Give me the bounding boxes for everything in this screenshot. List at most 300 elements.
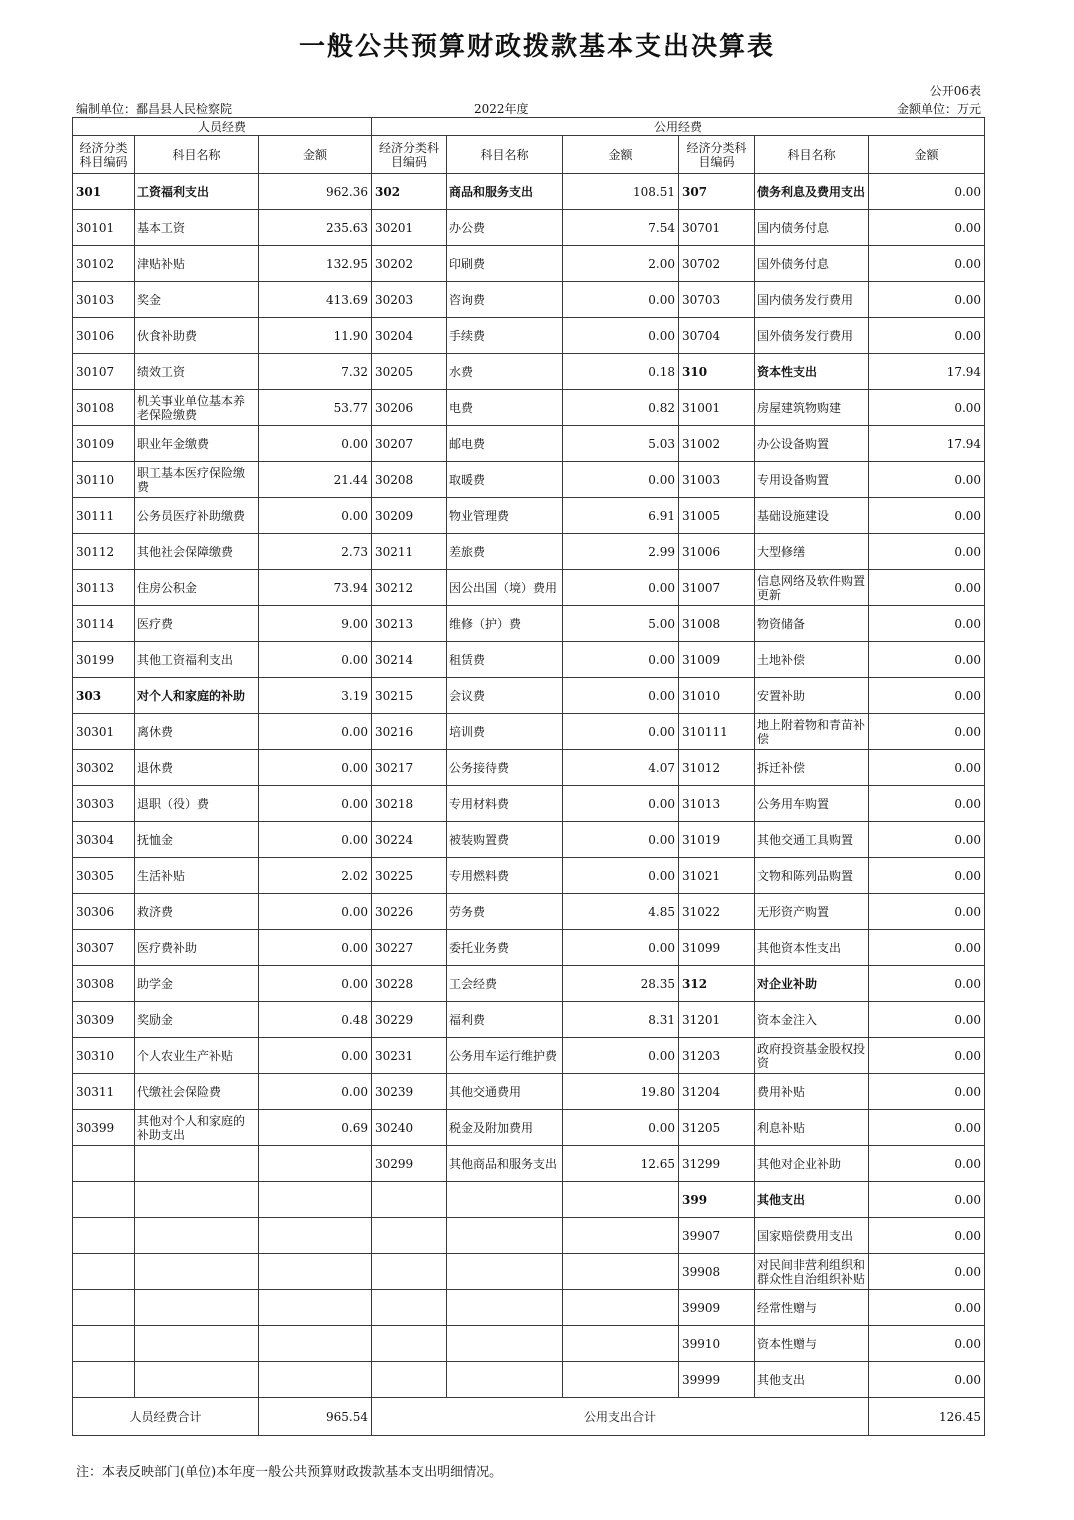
cell-name: 其他支出 [755, 1362, 869, 1398]
cell-name [135, 1326, 259, 1362]
cell-amount: 0.00 [259, 1038, 372, 1074]
cell-code: 30311 [73, 1074, 135, 1110]
table-row [73, 1146, 985, 1182]
cell-name: 利息补贴 [755, 1110, 869, 1146]
table-row [73, 822, 985, 858]
cell-amount: 0.00 [869, 750, 985, 786]
cell-amount [259, 1290, 372, 1326]
cell-code: 30310 [73, 1038, 135, 1074]
cell-name: 其他交通费用 [447, 1074, 563, 1110]
cell-code [372, 1182, 447, 1218]
cell-name [447, 1254, 563, 1290]
cell-code: 31204 [679, 1074, 755, 1110]
cell-amount: 0.00 [869, 966, 985, 1002]
cell-code: 30308 [73, 966, 135, 1002]
table-row [73, 570, 985, 606]
cell-code: 302 [372, 174, 447, 210]
cell-amount: 0.00 [563, 786, 679, 822]
cell-amount: 11.90 [259, 318, 372, 354]
cell-code [73, 1254, 135, 1290]
cell-code: 31001 [679, 390, 755, 426]
fiscal-year: 2022年度 [474, 102, 529, 116]
cell-name: 专用设备购置 [755, 462, 869, 498]
cell-amount: 0.00 [259, 426, 372, 462]
cell-amount [259, 1146, 372, 1182]
cell-code: 30703 [679, 282, 755, 318]
cell-name: 电费 [447, 390, 563, 426]
cell-name: 津贴补贴 [135, 246, 259, 282]
cell-code: 30239 [372, 1074, 447, 1110]
cell-name: 公务接待费 [447, 750, 563, 786]
table-row [73, 426, 985, 462]
cell-amount: 0.00 [563, 714, 679, 750]
cell-amount: 0.00 [563, 822, 679, 858]
cell-name: 其他工资福利支出 [135, 642, 259, 678]
cell-amount: 413.69 [259, 282, 372, 318]
cell-name: 物业管理费 [447, 498, 563, 534]
cell-name: 信息网络及软件购置更新 [755, 570, 869, 606]
name-header: 科目名称 [135, 136, 259, 174]
cell-code: 31203 [679, 1038, 755, 1074]
cell-code: 30240 [372, 1110, 447, 1146]
table-row [73, 1002, 985, 1038]
cell-name: 其他交通工具购置 [755, 822, 869, 858]
cell-name: 公务用车购置 [755, 786, 869, 822]
cell-name: 国外债务发行费用 [755, 318, 869, 354]
cell-name: 拆迁补偿 [755, 750, 869, 786]
cell-code: 30306 [73, 894, 135, 930]
cell-amount: 5.00 [563, 606, 679, 642]
cell-code: 31021 [679, 858, 755, 894]
cell-code: 30299 [372, 1146, 447, 1182]
cell-name: 租赁费 [447, 642, 563, 678]
cell-amount: 5.03 [563, 426, 679, 462]
cell-name: 专用材料费 [447, 786, 563, 822]
cell-code: 31201 [679, 1002, 755, 1038]
cell-code: 30701 [679, 210, 755, 246]
cell-amount: 0.00 [869, 1002, 985, 1038]
cell-amount: 0.00 [869, 858, 985, 894]
cell-name: 伙食补助费 [135, 318, 259, 354]
form-number: 公开06表 [929, 84, 981, 98]
cell-name [447, 1290, 563, 1326]
cell-amount: 0.48 [259, 1002, 372, 1038]
cell-name: 其他对企业补助 [755, 1146, 869, 1182]
table-row [73, 1362, 985, 1398]
table-row [73, 1182, 985, 1218]
cell-name: 大型修缮 [755, 534, 869, 570]
cell-name: 印刷费 [447, 246, 563, 282]
cell-code: 30211 [372, 534, 447, 570]
footnote: 注：本表反映部门(单位)本年度一般公共预算财政拨款基本支出明细情况。 [76, 1465, 503, 1480]
cell-name: 商品和服务支出 [447, 174, 563, 210]
cell-code: 30704 [679, 318, 755, 354]
cell-name [447, 1326, 563, 1362]
cell-amount: 6.91 [563, 498, 679, 534]
cell-name: 工会经费 [447, 966, 563, 1002]
cell-amount: 0.00 [869, 1218, 985, 1254]
cell-amount [563, 1182, 679, 1218]
expenditure-table [72, 117, 985, 1436]
cell-name: 个人农业生产补贴 [135, 1038, 259, 1074]
cell-code: 30215 [372, 678, 447, 714]
cell-name [135, 1218, 259, 1254]
cell-name [447, 1182, 563, 1218]
cell-code: 31002 [679, 426, 755, 462]
cell-code: 39910 [679, 1326, 755, 1362]
table-row [73, 210, 985, 246]
table-row [73, 1218, 985, 1254]
cell-name: 费用补贴 [755, 1074, 869, 1110]
cell-code: 30399 [73, 1110, 135, 1146]
cell-amount: 0.00 [563, 642, 679, 678]
amount-header: 金额 [259, 136, 372, 174]
cell-name: 土地补偿 [755, 642, 869, 678]
cell-code: 399 [679, 1182, 755, 1218]
cell-amount: 21.44 [259, 462, 372, 498]
code-header: 经济分类科目编码 [372, 136, 447, 174]
cell-amount: 0.00 [563, 678, 679, 714]
cell-code: 30213 [372, 606, 447, 642]
cell-code: 30702 [679, 246, 755, 282]
cell-amount [259, 1218, 372, 1254]
cell-amount [563, 1218, 679, 1254]
personnel-total-value: 965.54 [259, 1398, 372, 1436]
cell-name: 资本金注入 [755, 1002, 869, 1038]
cell-amount: 0.00 [869, 462, 985, 498]
cell-code: 39908 [679, 1254, 755, 1290]
cell-code: 30214 [372, 642, 447, 678]
cell-amount: 2.02 [259, 858, 372, 894]
table-row [73, 174, 985, 210]
table-row [73, 246, 985, 282]
cell-code: 39909 [679, 1290, 755, 1326]
cell-name: 地上附着物和青苗补偿 [755, 714, 869, 750]
cell-code: 30107 [73, 354, 135, 390]
cell-amount: 0.00 [869, 1254, 985, 1290]
cell-amount: 0.00 [259, 642, 372, 678]
table-row [73, 930, 985, 966]
cell-amount: 0.00 [259, 714, 372, 750]
cell-name: 公务用车运行维护费 [447, 1038, 563, 1074]
cell-code: 30207 [372, 426, 447, 462]
cell-code: 307 [679, 174, 755, 210]
cell-code: 303 [73, 678, 135, 714]
cell-code: 31022 [679, 894, 755, 930]
cell-amount: 0.00 [869, 1110, 985, 1146]
cell-code: 30226 [372, 894, 447, 930]
cell-name: 水费 [447, 354, 563, 390]
cell-name: 退休费 [135, 750, 259, 786]
cell-name: 政府投资基金股权投资 [755, 1038, 869, 1074]
cell-code: 30209 [372, 498, 447, 534]
cell-name: 住房公积金 [135, 570, 259, 606]
cell-code: 31010 [679, 678, 755, 714]
cell-code: 31013 [679, 786, 755, 822]
cell-name: 抚恤金 [135, 822, 259, 858]
cell-code: 30203 [372, 282, 447, 318]
cell-name [135, 1254, 259, 1290]
cell-code: 31005 [679, 498, 755, 534]
cell-code: 30217 [372, 750, 447, 786]
cell-amount [259, 1326, 372, 1362]
cell-amount: 12.65 [563, 1146, 679, 1182]
cell-amount: 17.94 [869, 426, 985, 462]
cell-name: 维修（护）费 [447, 606, 563, 642]
cell-name: 其他资本性支出 [755, 930, 869, 966]
cell-code: 30225 [372, 858, 447, 894]
cell-amount: 0.18 [563, 354, 679, 390]
cell-amount: 4.07 [563, 750, 679, 786]
cell-code: 30302 [73, 750, 135, 786]
cell-amount: 0.00 [563, 570, 679, 606]
cell-name: 委托业务费 [447, 930, 563, 966]
cell-code: 31205 [679, 1110, 755, 1146]
cell-amount: 0.00 [563, 858, 679, 894]
cell-amount [259, 1362, 372, 1398]
personnel-total-label: 人员经费合计 [73, 1398, 259, 1436]
code-header: 经济分类科目编码 [73, 136, 135, 174]
cell-code: 30229 [372, 1002, 447, 1038]
cell-name: 专用燃料费 [447, 858, 563, 894]
cell-amount: 0.00 [869, 390, 985, 426]
cell-amount: 0.69 [259, 1110, 372, 1146]
cell-amount: 0.00 [869, 1038, 985, 1074]
cell-amount: 0.00 [259, 822, 372, 858]
table-row [73, 390, 985, 426]
cell-amount [563, 1290, 679, 1326]
cell-name: 对企业补助 [755, 966, 869, 1002]
cell-code: 31012 [679, 750, 755, 786]
cell-code: 30111 [73, 498, 135, 534]
cell-amount: 0.00 [259, 1074, 372, 1110]
cell-amount: 0.82 [563, 390, 679, 426]
cell-amount: 3.19 [259, 678, 372, 714]
public-total-value: 126.45 [869, 1398, 985, 1436]
cell-code: 30212 [372, 570, 447, 606]
cell-code: 30224 [372, 822, 447, 858]
cell-name: 办公设备购置 [755, 426, 869, 462]
cell-amount: 0.00 [869, 714, 985, 750]
cell-amount: 28.35 [563, 966, 679, 1002]
cell-name: 国内债务付息 [755, 210, 869, 246]
cell-amount: 0.00 [869, 174, 985, 210]
table-row [73, 894, 985, 930]
cell-code: 30228 [372, 966, 447, 1002]
cell-code [73, 1326, 135, 1362]
cell-code: 31019 [679, 822, 755, 858]
cell-amount: 0.00 [869, 282, 985, 318]
table-row [73, 1254, 985, 1290]
cell-code: 30205 [372, 354, 447, 390]
cell-name: 被装购置费 [447, 822, 563, 858]
name-header: 科目名称 [755, 136, 869, 174]
cell-amount: 0.00 [869, 822, 985, 858]
cell-name: 奖金 [135, 282, 259, 318]
cell-name: 对民间非营利组织和群众性自治组织补贴 [755, 1254, 869, 1290]
table-row [73, 678, 985, 714]
cell-code [73, 1182, 135, 1218]
cell-amount: 4.85 [563, 894, 679, 930]
cell-name: 绩效工资 [135, 354, 259, 390]
personnel-header: 人员经费 [73, 118, 372, 136]
cell-amount [259, 1254, 372, 1290]
table-row [73, 606, 985, 642]
cell-amount: 0.00 [869, 786, 985, 822]
cell-amount [563, 1254, 679, 1290]
cell-name [135, 1290, 259, 1326]
cell-code: 31299 [679, 1146, 755, 1182]
cell-name: 医疗费 [135, 606, 259, 642]
cell-amount: 7.32 [259, 354, 372, 390]
cell-name: 对个人和家庭的补助 [135, 678, 259, 714]
cell-code: 31099 [679, 930, 755, 966]
cell-code: 312 [679, 966, 755, 1002]
cell-code: 30106 [73, 318, 135, 354]
cell-code: 30202 [372, 246, 447, 282]
table-row [73, 750, 985, 786]
cell-name: 公务员医疗补助缴费 [135, 498, 259, 534]
cell-code: 30110 [73, 462, 135, 498]
amount-header: 金额 [869, 136, 985, 174]
cell-code [73, 1290, 135, 1326]
cell-amount: 235.63 [259, 210, 372, 246]
cell-amount: 0.00 [563, 318, 679, 354]
cell-amount: 0.00 [563, 1110, 679, 1146]
cell-name: 医疗费补助 [135, 930, 259, 966]
cell-code: 31009 [679, 642, 755, 678]
cell-amount: 0.00 [869, 246, 985, 282]
cell-amount: 7.54 [563, 210, 679, 246]
cell-amount: 0.00 [869, 210, 985, 246]
cell-name: 资本性支出 [755, 354, 869, 390]
table-row [73, 1110, 985, 1146]
cell-name: 因公出国（境）费用 [447, 570, 563, 606]
compiling-unit: 编制单位：鄱昌县人民检察院 [76, 102, 233, 116]
cell-amount: 8.31 [563, 1002, 679, 1038]
table-row [73, 1290, 985, 1326]
cell-amount: 0.00 [869, 534, 985, 570]
cell-name: 基本工资 [135, 210, 259, 246]
cell-name: 劳务费 [447, 894, 563, 930]
cell-amount: 0.00 [869, 1074, 985, 1110]
cell-amount: 0.00 [869, 498, 985, 534]
cell-code: 39907 [679, 1218, 755, 1254]
cell-name [135, 1362, 259, 1398]
cell-code [372, 1218, 447, 1254]
table-row [73, 786, 985, 822]
cell-code [73, 1146, 135, 1182]
cell-amount: 0.00 [563, 930, 679, 966]
cell-name: 其他对个人和家庭的补助支出 [135, 1110, 259, 1146]
cell-code [372, 1254, 447, 1290]
cell-code: 30206 [372, 390, 447, 426]
table-row [73, 462, 985, 498]
money-unit: 金额单位：万元 [896, 102, 981, 116]
table-row [73, 966, 985, 1002]
cell-amount: 53.77 [259, 390, 372, 426]
cell-amount: 0.00 [259, 894, 372, 930]
cell-name: 国内债务发行费用 [755, 282, 869, 318]
cell-name: 救济费 [135, 894, 259, 930]
cell-amount: 0.00 [869, 318, 985, 354]
cell-code: 30301 [73, 714, 135, 750]
cell-name: 其他商品和服务支出 [447, 1146, 563, 1182]
cell-name: 安置补助 [755, 678, 869, 714]
table-row [73, 714, 985, 750]
cell-amount [563, 1362, 679, 1398]
cell-amount: 17.94 [869, 354, 985, 390]
cell-amount: 0.00 [563, 1038, 679, 1074]
cell-code: 30307 [73, 930, 135, 966]
cell-amount: 0.00 [869, 894, 985, 930]
cell-amount: 19.80 [563, 1074, 679, 1110]
table-row [73, 498, 985, 534]
cell-amount: 0.00 [869, 1290, 985, 1326]
cell-name: 会议费 [447, 678, 563, 714]
cell-code: 30204 [372, 318, 447, 354]
cell-name: 工资福利支出 [135, 174, 259, 210]
cell-code: 30216 [372, 714, 447, 750]
cell-name: 生活补贴 [135, 858, 259, 894]
cell-code: 30304 [73, 822, 135, 858]
cell-code: 30108 [73, 390, 135, 426]
cell-amount: 2.99 [563, 534, 679, 570]
cell-name: 文物和陈列品购置 [755, 858, 869, 894]
cell-name: 国家赔偿费用支出 [755, 1218, 869, 1254]
cell-amount: 0.00 [563, 462, 679, 498]
cell-amount: 132.95 [259, 246, 372, 282]
cell-code: 30112 [73, 534, 135, 570]
table-row [73, 1074, 985, 1110]
cell-code [372, 1326, 447, 1362]
cell-name: 手续费 [447, 318, 563, 354]
cell-code: 30305 [73, 858, 135, 894]
cell-name [135, 1182, 259, 1218]
cell-code: 31003 [679, 462, 755, 498]
cell-code: 30113 [73, 570, 135, 606]
cell-name: 税金及附加费用 [447, 1110, 563, 1146]
cell-name: 代缴社会保险费 [135, 1074, 259, 1110]
cell-code: 30102 [73, 246, 135, 282]
cell-amount: 0.00 [869, 1326, 985, 1362]
cell-amount: 2.73 [259, 534, 372, 570]
cell-name: 咨询费 [447, 282, 563, 318]
cell-amount: 0.00 [869, 642, 985, 678]
cell-amount [259, 1182, 372, 1218]
cell-name: 差旅费 [447, 534, 563, 570]
cell-name: 经常性赠与 [755, 1290, 869, 1326]
cell-code: 310111 [679, 714, 755, 750]
cell-amount: 2.00 [563, 246, 679, 282]
cell-code: 310 [679, 354, 755, 390]
cell-code: 30201 [372, 210, 447, 246]
cell-name: 取暖费 [447, 462, 563, 498]
cell-code: 31006 [679, 534, 755, 570]
cell-code: 30227 [372, 930, 447, 966]
cell-name [135, 1146, 259, 1182]
cell-amount: 0.00 [259, 786, 372, 822]
cell-amount: 0.00 [869, 930, 985, 966]
cell-amount: 9.00 [259, 606, 372, 642]
cell-name: 邮电费 [447, 426, 563, 462]
cell-name: 其他社会保障缴费 [135, 534, 259, 570]
cell-code: 31008 [679, 606, 755, 642]
cell-amount: 0.00 [869, 678, 985, 714]
cell-code [73, 1362, 135, 1398]
cell-name: 培训费 [447, 714, 563, 750]
cell-code: 30309 [73, 1002, 135, 1038]
